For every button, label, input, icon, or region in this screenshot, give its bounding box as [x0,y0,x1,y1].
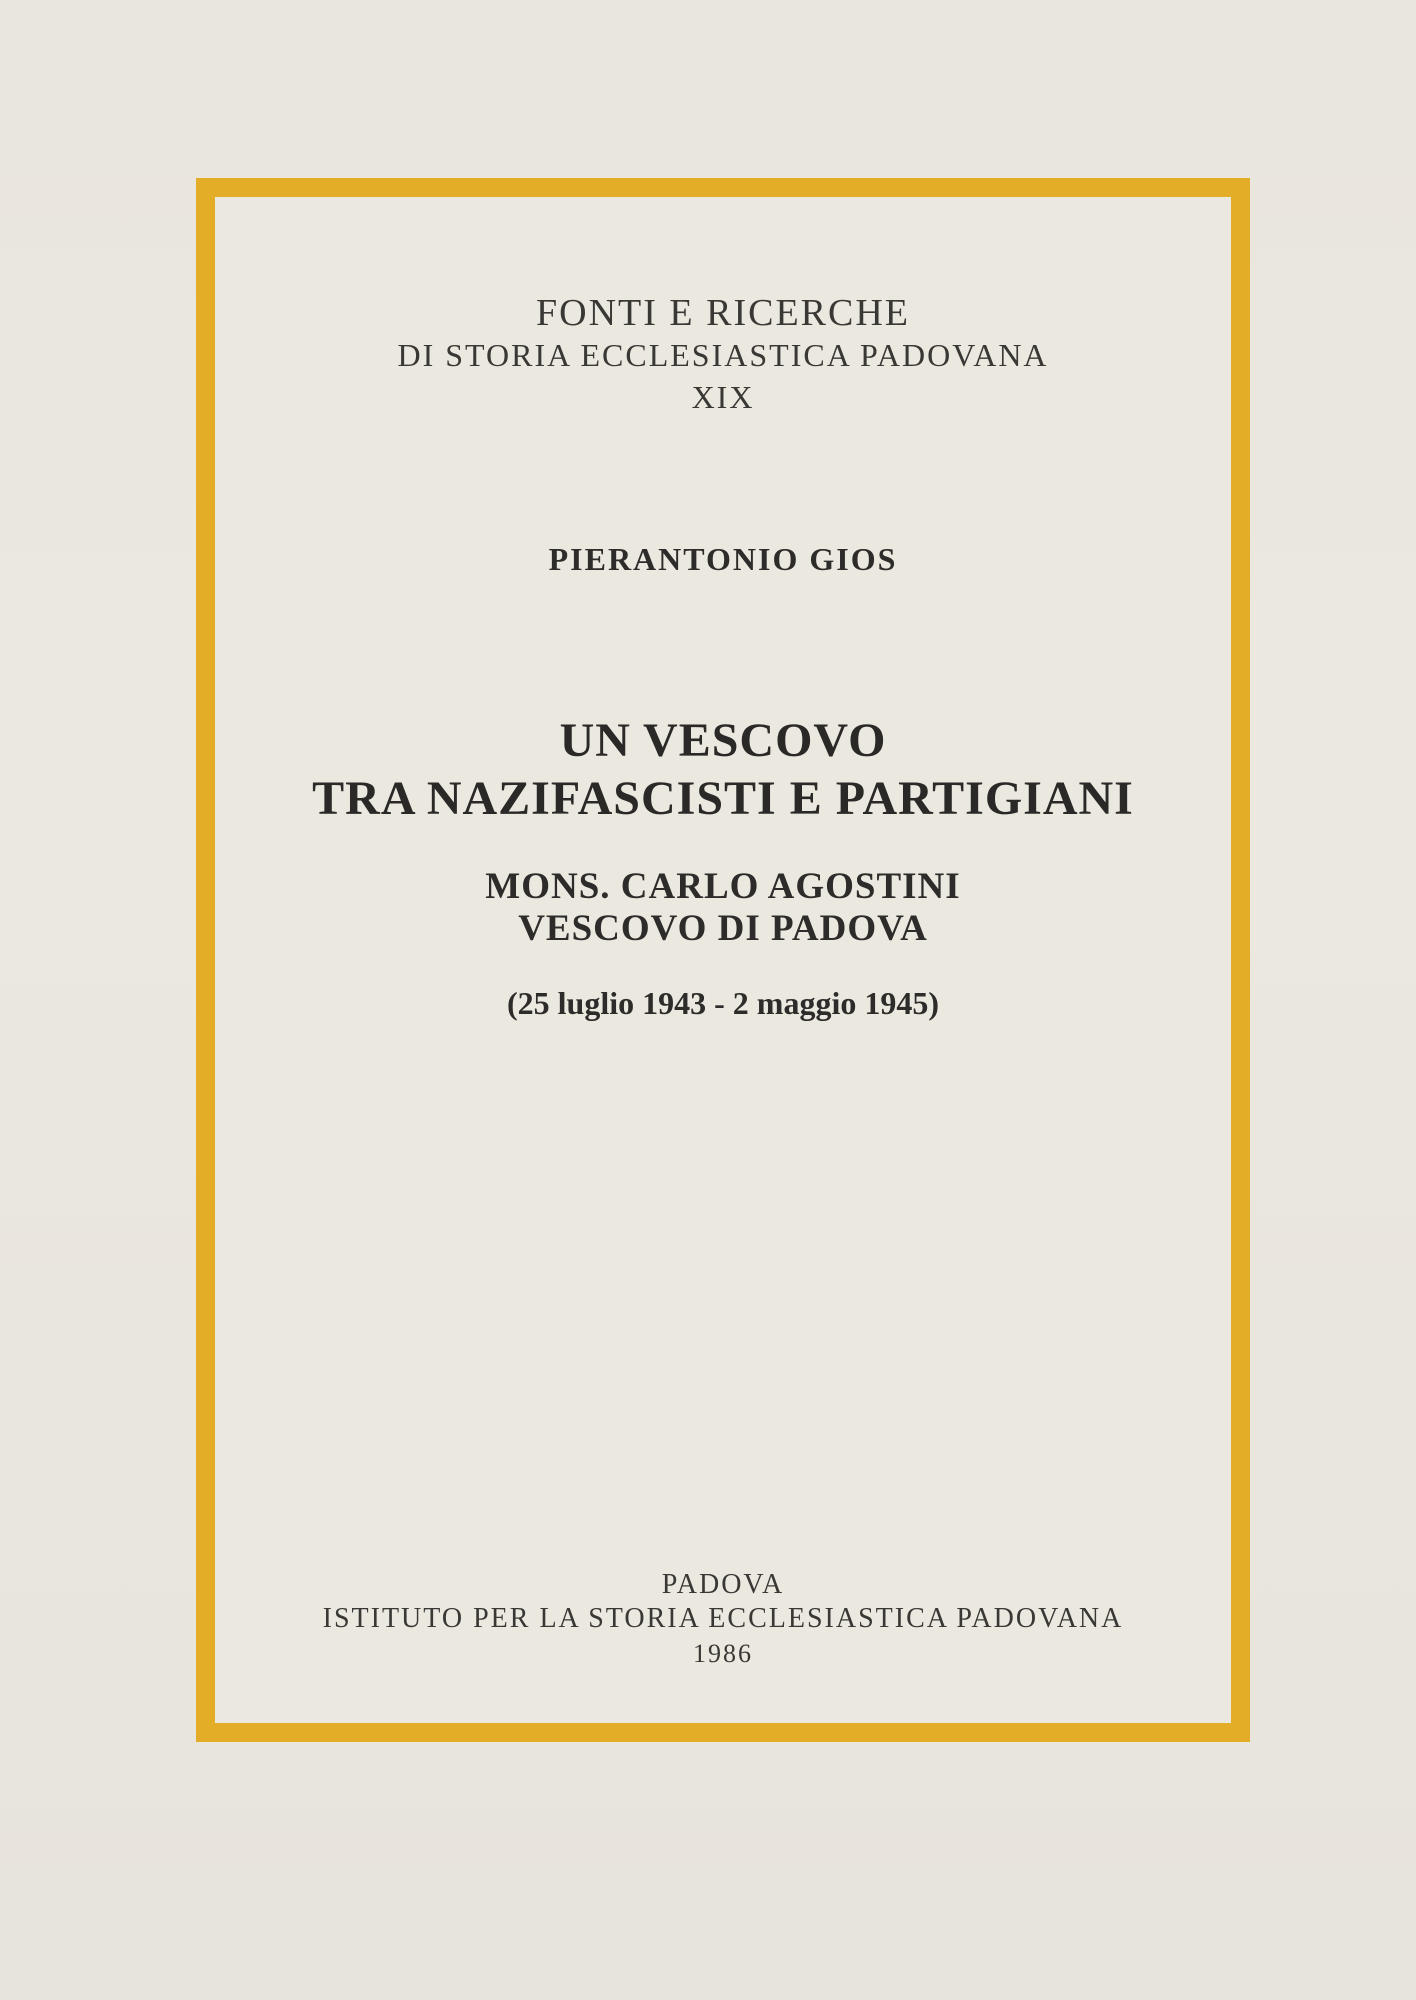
publication-year: 1986 [693,1639,753,1668]
publisher-city: PADOVA [661,1569,785,1600]
book-title-line-1: UN VESCOVO [559,714,887,767]
series-volume: XIX [691,379,755,415]
cover-content [215,197,1231,1723]
author-name: PIERANTONIO GIOS [548,541,898,577]
book-subtitle-line-2: VESCOVO DI PADOVA [518,908,928,949]
book-title-line-2: TRA NAZIFASCISTI E PARTIGIANI [312,772,1134,825]
book-subtitle-line-1: MONS. CARLO AGOSTINI [485,866,961,907]
publisher-name: ISTITUTO PER LA STORIA ECCLESIASTICA PADOVANA [322,1603,1124,1634]
series-subtitle: DI STORIA ECCLESIASTICA PADOVANA [397,337,1049,373]
date-range: (25 luglio 1943 - 2 maggio 1945) [507,985,939,1021]
cover-frame [196,178,1250,1742]
series-title: FONTI E RICERCHE [536,292,910,334]
